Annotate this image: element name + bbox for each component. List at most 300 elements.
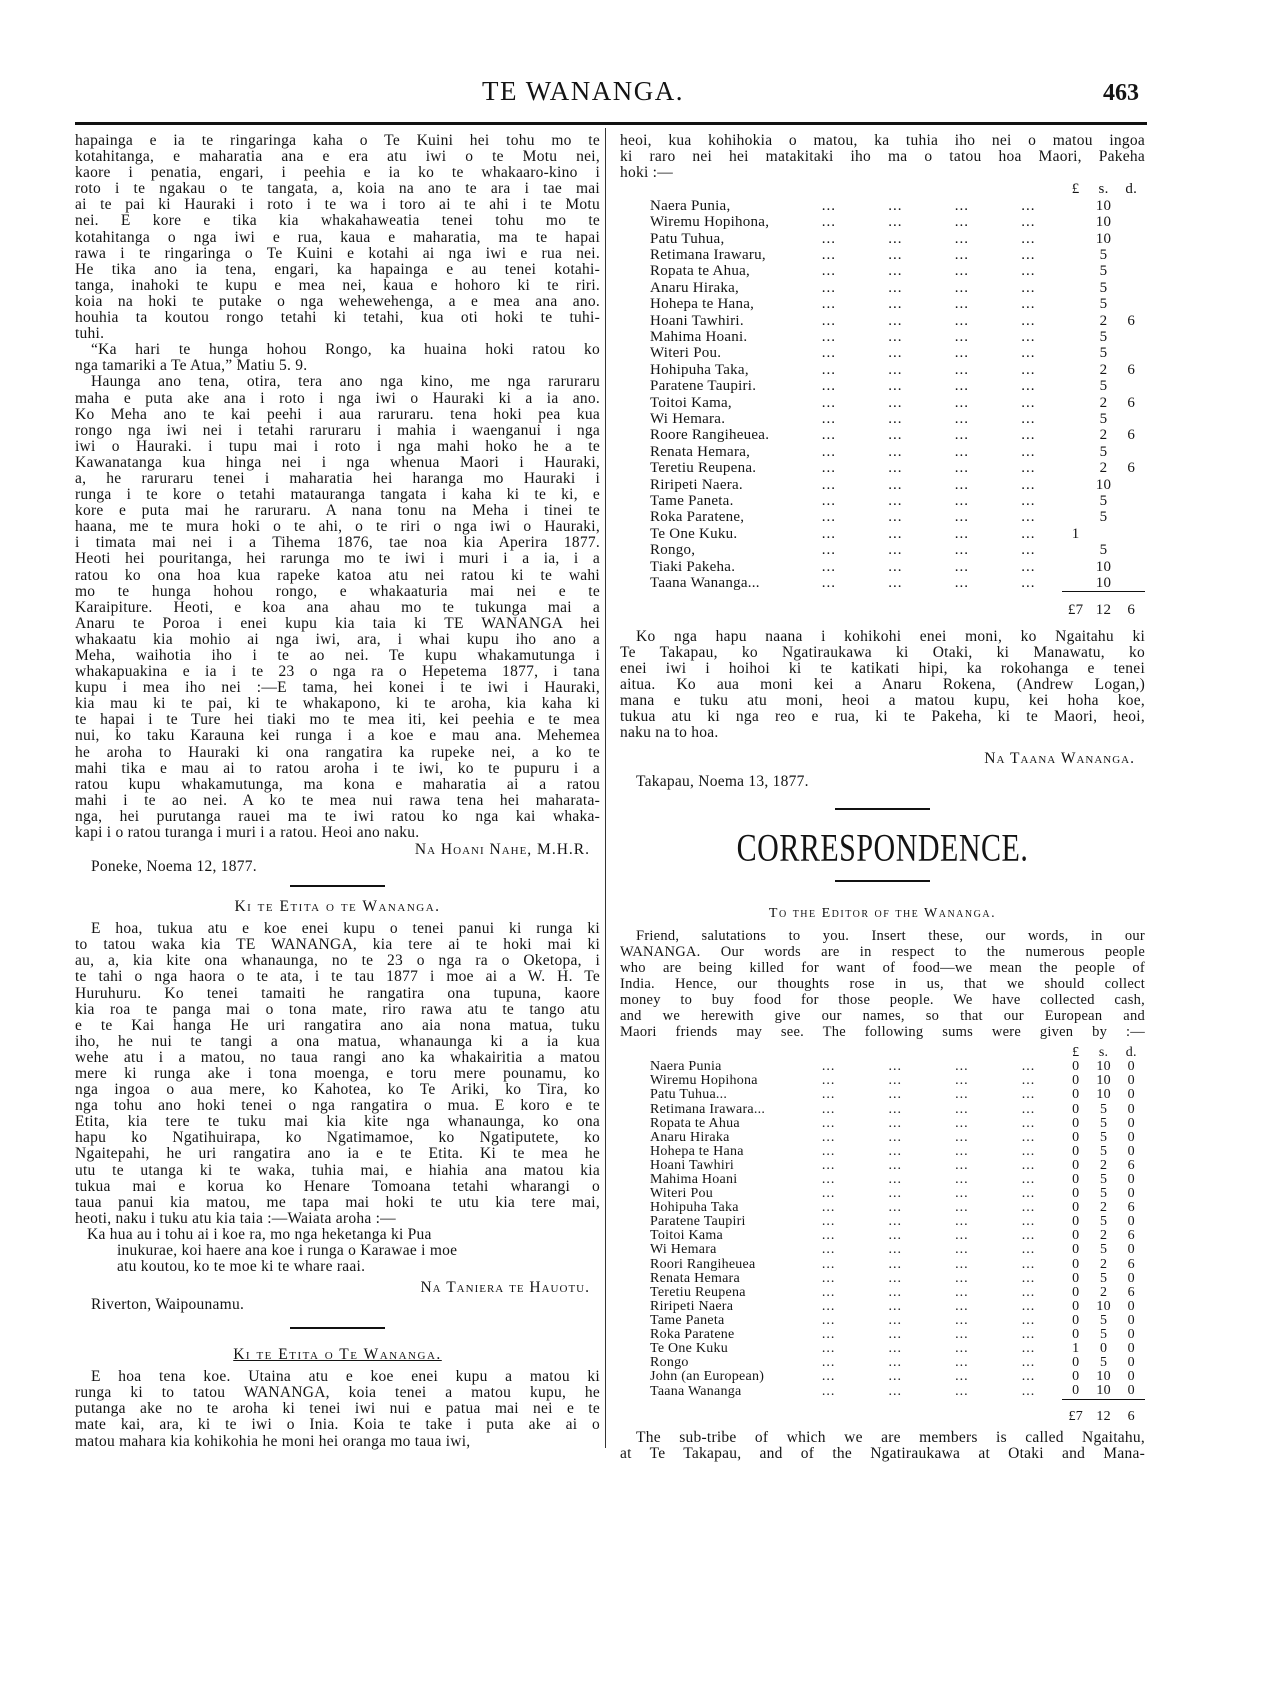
- text-line: WANANGA. Our words are in respect to the numerous people: [620, 943, 1145, 960]
- paragraph: [75, 133, 600, 342]
- text-line: mate kai, ara, ki te iwi o Inia. Koia te take i puta ake ai o: [75, 1416, 600, 1434]
- table-row: [650, 1300, 1145, 1314]
- text-line: taua panui kia matou, me tapa mai hoki te utu kia tere mai,: [75, 1193, 600, 1211]
- text-line: kaore i penatia, engari, i peehia e ia ko te whakaaro-kino i: [75, 164, 600, 182]
- leader-dots: ...: [954, 493, 969, 509]
- closing-paragraph: [620, 1430, 1145, 1462]
- amount-s: 5: [1099, 410, 1108, 427]
- text-line: kapi i o ratou turanga i muri i a ratou. Heoi ano naku.: [75, 824, 420, 842]
- text-line: heoti, naku i tuku atu kia taia :—Waiata aroha :—: [75, 1209, 396, 1227]
- amount-d: 0: [1127, 1172, 1135, 1187]
- leader-dots: ...: [821, 542, 837, 559]
- amount-l: 0: [1072, 1115, 1080, 1131]
- leader-dots: ...: [1021, 558, 1036, 575]
- amount-l: 1: [1071, 525, 1080, 542]
- text-line: who are being killed for want of food—we mean the people of: [620, 959, 1145, 976]
- leader-dots: ...: [821, 214, 837, 231]
- amount-d: [1118, 526, 1145, 542]
- amount-d: [1118, 411, 1145, 427]
- text-line: mere ki runga ake i tona moenga, e toru mere pounamu, ko: [75, 1064, 600, 1082]
- text-line: He tika ano ia tena, engari, ka hapainga e au tenei kotahi-: [75, 260, 600, 278]
- table-row: [650, 1328, 1145, 1342]
- amount-l: [1062, 460, 1090, 476]
- text-line: tuhi.: [75, 325, 105, 343]
- amount-l: [1062, 509, 1090, 525]
- table-row: [650, 198, 1145, 214]
- leader-dots: ...: [955, 1270, 969, 1286]
- leader-dots: ...: [821, 1200, 836, 1216]
- amount-s: 5: [1099, 279, 1108, 296]
- signature: Na Taana Wananga.: [984, 749, 1135, 767]
- column-header: d.: [1125, 181, 1138, 198]
- amount-l: [1062, 378, 1090, 394]
- amount-s: 5: [1099, 1355, 1108, 1371]
- leader-dots: ...: [954, 296, 969, 313]
- table-row: [650, 427, 1145, 443]
- amount-l: [1062, 395, 1090, 411]
- text-line: kia roa te panga mai o tona mate, riro rawa atu te tango atu: [75, 1000, 600, 1018]
- contributor-name: Teretiu Reupena.: [650, 460, 757, 477]
- leader-dots: ...: [955, 1327, 969, 1343]
- spacer: [862, 181, 928, 197]
- leader-dots: ...: [888, 460, 903, 477]
- table-row: [650, 214, 1145, 230]
- leader-dots: ...: [888, 197, 903, 214]
- amount-l: 0: [1072, 1298, 1080, 1314]
- table-header-row: [650, 181, 1145, 197]
- leader-dots: ...: [955, 1256, 969, 1272]
- contributor-name: Rongo,: [650, 542, 696, 559]
- amount-l: [1062, 542, 1090, 558]
- text-line: tanga, inahoki te kupu e mea nei, kaua e hohoro ki te riri.: [75, 276, 600, 294]
- leader-dots: ...: [888, 1087, 902, 1103]
- table-row: [650, 1229, 1145, 1243]
- amount-d: 6: [1127, 460, 1136, 477]
- amount-d: 0: [1127, 1073, 1135, 1089]
- contributor-name: Tiaki Pakeha.: [650, 558, 736, 575]
- text-line: Ngaitepahi, he uri rangatira ano ia e te Etita. Ki te mea he: [75, 1145, 600, 1163]
- leader-dots: ...: [954, 214, 969, 231]
- leader-dots: ...: [821, 1312, 836, 1328]
- amount-s: 2: [1099, 1200, 1108, 1216]
- contributor-name: Roka Paratene,: [650, 509, 745, 526]
- text-line: and we herewith give our names, so that our European and: [620, 1007, 1145, 1024]
- leader-dots: ...: [821, 1383, 836, 1399]
- amount-l: 0: [1072, 1369, 1080, 1385]
- text-line: koia na hoki te putake o nga wehewehenga, a e mea ana ano.: [75, 292, 600, 310]
- text-line: Friend, salutations to you. Insert these, our words, in our: [636, 927, 1145, 944]
- leader-dots: ...: [1021, 345, 1036, 362]
- leader-dots: ...: [1021, 1214, 1036, 1230]
- leader-dots: ...: [954, 509, 969, 526]
- amount-l: 0: [1072, 1256, 1080, 1272]
- amount-d: 0: [1127, 1242, 1135, 1258]
- leader-dots: ...: [1021, 1186, 1036, 1202]
- table-row: [650, 313, 1145, 329]
- text-line: mo te hunga hohou rongo, e whakaaturia mai nei e te: [75, 582, 600, 600]
- contributor-name: Witeri Pou.: [650, 345, 722, 362]
- leader-dots: ...: [954, 361, 969, 378]
- text-line: kia mau ki te pai, ki te whakapono, ki te aroha, kia kaha ki: [75, 695, 600, 713]
- leader-dots: ...: [1021, 1101, 1036, 1117]
- spacer: [795, 1046, 862, 1060]
- leader-dots: ...: [954, 246, 969, 263]
- leader-dots: ...: [955, 1341, 969, 1357]
- amount-d: [1118, 198, 1145, 214]
- leader-dots: ...: [1021, 1355, 1036, 1371]
- amount-s: 10: [1096, 1059, 1111, 1075]
- leader-dots: ...: [1021, 427, 1036, 444]
- amount-l: [1062, 444, 1090, 460]
- left-column: [75, 133, 600, 1450]
- leader-dots: ...: [888, 1383, 902, 1399]
- column-header: s.: [1098, 1045, 1109, 1061]
- contributor-name: Hohipuha Taka: [650, 1200, 739, 1216]
- leader-dots: ...: [1021, 1298, 1036, 1314]
- contributor-name: Te One Kuku.: [650, 525, 738, 542]
- contributor-name: Mahima Hoani.: [650, 328, 748, 345]
- leader-dots: ...: [888, 443, 903, 460]
- leader-dots: ...: [821, 1129, 836, 1145]
- amount-d: 6: [1127, 1157, 1135, 1173]
- amount-l: [1062, 345, 1090, 361]
- leader-dots: ...: [1021, 1242, 1036, 1258]
- spacer: [862, 1046, 929, 1060]
- table-row: [650, 1384, 1145, 1399]
- amount-s: 10: [1095, 575, 1112, 592]
- text-line: Meha, waihotia iho i te ao nei. Te kupu whakamutunga i: [75, 647, 600, 664]
- amount-s: 10: [1095, 476, 1112, 493]
- column-header: £: [1072, 1045, 1080, 1061]
- amount-s: 5: [1099, 1214, 1108, 1230]
- text-line: kore e puta mai he raruraru. A nana tonu na Meha i tinei te: [75, 502, 600, 520]
- amount-d: [1118, 263, 1145, 279]
- leader-dots: ...: [1021, 1200, 1036, 1216]
- leader-dots: ...: [1021, 394, 1036, 411]
- leader-dots: ...: [821, 427, 837, 444]
- leader-dots: ...: [955, 1157, 969, 1173]
- leader-dots: ...: [1021, 1087, 1036, 1103]
- text-line: Maori friends may see. The following sums were given by :—: [620, 1024, 1145, 1041]
- table-row: [650, 1258, 1145, 1272]
- leader-dots: ...: [821, 279, 837, 296]
- column-header: s.: [1098, 181, 1109, 198]
- leader-dots: ...: [821, 1059, 836, 1075]
- leader-dots: ...: [888, 1369, 902, 1385]
- leader-dots: ...: [821, 1242, 836, 1258]
- tribe-paragraph-maori: [620, 629, 1145, 742]
- amount-l: 0: [1072, 1270, 1080, 1286]
- spacer: [929, 1046, 996, 1060]
- leader-dots: ...: [821, 230, 837, 247]
- leader-dots: ...: [1021, 1383, 1036, 1399]
- article-meha: [75, 133, 600, 841]
- column-header: £: [1071, 181, 1080, 198]
- leader-dots: ...: [954, 427, 969, 444]
- text-line: mahi tika e mau ai to ratou aroha i te iwi, ko te pupuru i a: [75, 759, 600, 777]
- spacer: [650, 1046, 795, 1060]
- leader-dots: ...: [954, 525, 969, 542]
- text-line: Kawanatanga kua hinga nei i nga whenua Maori i Hauraki,: [75, 453, 600, 471]
- amount-d: [1118, 493, 1145, 509]
- text-line: haana, me te mura hoki o te ahi, o te riri o nga iwi o Hauraki,: [75, 518, 600, 536]
- table-row: [650, 1272, 1145, 1286]
- leader-dots: ...: [1021, 230, 1036, 247]
- amount-l: [1062, 231, 1090, 247]
- leader-dots: ...: [1021, 460, 1036, 477]
- amount-s: 10: [1096, 1369, 1111, 1385]
- amount-l: 0: [1072, 1327, 1080, 1343]
- poem-line: atu koutou, ko te moe ki te whare raai.: [117, 1258, 366, 1276]
- amount-s: 5: [1099, 296, 1108, 313]
- leader-dots: ...: [955, 1186, 969, 1202]
- leader-dots: ...: [821, 1284, 836, 1300]
- leader-dots: ...: [888, 558, 903, 575]
- spacer: [796, 181, 862, 197]
- text-line: te hapai i te Ture hei tiaki mo te mea iti, kei peehia e te mea: [75, 711, 600, 729]
- letter-english: [620, 928, 1145, 1041]
- amount-s: [1090, 526, 1118, 542]
- leader-dots: ...: [888, 214, 903, 231]
- amount-l: [1062, 559, 1090, 575]
- contributor-name: Toitoi Kama,: [650, 394, 732, 411]
- amount-l: [1062, 411, 1090, 427]
- leader-dots: ...: [888, 1073, 902, 1089]
- leader-dots: ...: [821, 443, 837, 460]
- subscription-list-english: [650, 1046, 1145, 1423]
- leader-dots: ...: [888, 263, 903, 280]
- leader-dots: ...: [1021, 493, 1036, 509]
- text-line: mahi i te ao nei. A ko te mea nui rawa tena hei maharata-: [75, 791, 600, 809]
- leader-dots: ...: [1021, 1129, 1036, 1145]
- leader-dots: ...: [821, 378, 837, 395]
- contributor-name: Anaru Hiraka,: [650, 279, 740, 296]
- total-l: £7: [1062, 1399, 1090, 1424]
- leader-dots: ...: [888, 1270, 902, 1286]
- table-row: [650, 526, 1145, 542]
- signature: Na Taniera te Hauotu.: [420, 1279, 590, 1297]
- table-row: [650, 1356, 1145, 1370]
- text-line: “Ka hari te hunga hohou Rongo, ka huaina hoki ratou ko: [91, 341, 600, 359]
- table-row: [650, 1159, 1145, 1173]
- leader-dots: ...: [1021, 1341, 1036, 1357]
- leader-dots: ...: [888, 1157, 902, 1173]
- amount-s: 5: [1099, 263, 1108, 280]
- leader-dots: ...: [821, 1298, 836, 1314]
- leader-dots: ...: [1021, 1312, 1036, 1328]
- table-row: [650, 247, 1145, 263]
- text-line: runga i te kore o tetahi matauranga tangata i kaha ki te ki, e: [75, 486, 600, 504]
- table-row: [650, 1173, 1145, 1187]
- text-line: to tatou waka kia TE WANANGA, kia tere ai te hoki mai ki: [75, 936, 600, 954]
- text-line: aitua. Ko aua moni kei a Anaru Rokena, (Andrew Logan,): [620, 676, 1145, 694]
- table-row: [650, 296, 1145, 312]
- leader-dots: ...: [821, 1256, 836, 1272]
- contributor-name: Patu Tuhua,: [650, 230, 725, 247]
- contributor-name: Hoani Tawhiri.: [650, 312, 744, 329]
- leader-dots: ...: [821, 1270, 836, 1286]
- text-line: e te Kai hanga He uri rangatira ano aia nona matua, tuku: [75, 1016, 600, 1034]
- leader-dots: ...: [1021, 214, 1036, 231]
- table-row: [650, 493, 1145, 509]
- list-intro: [620, 133, 1145, 181]
- amount-s: 5: [1099, 443, 1108, 460]
- contributor-name: Ropata te Ahua,: [650, 263, 750, 280]
- leader-dots: ...: [888, 1341, 902, 1357]
- spacer: [862, 592, 928, 619]
- contributor-name: Wiremu Hopihona,: [650, 214, 770, 231]
- spacer: [995, 1399, 1062, 1424]
- table-row: [650, 1088, 1145, 1102]
- contributor-name: Wiremu Hopihona: [650, 1073, 758, 1089]
- amount-s: 5: [1099, 509, 1108, 526]
- leader-dots: ...: [821, 525, 837, 542]
- leader-dots: ...: [1021, 525, 1036, 542]
- amount-l: 1: [1072, 1341, 1080, 1357]
- amount-s: 5: [1099, 1115, 1108, 1131]
- leader-dots: ...: [954, 378, 969, 395]
- leader-dots: ...: [888, 1115, 902, 1131]
- leader-dots: ...: [888, 1129, 902, 1145]
- text-line: tukua atu ki nga reo e rua, ki te Pakeha, ki te Maori, heoi,: [620, 708, 1145, 726]
- amount-l: 0: [1072, 1228, 1080, 1244]
- spacer: [995, 1046, 1062, 1060]
- leader-dots: ...: [954, 575, 969, 592]
- dateline: Takapau, Noema 13, 1877.: [636, 772, 809, 790]
- amount-s: 2: [1099, 394, 1108, 411]
- contributor-name: Retimana Irawara...: [650, 1101, 766, 1117]
- amount-l: 0: [1072, 1059, 1080, 1075]
- contributor-name: Wi Hemara.: [650, 410, 726, 427]
- amount-d: 0: [1127, 1369, 1135, 1385]
- contributor-name: Wi Hemara: [650, 1242, 717, 1258]
- total-d: 6: [1118, 1399, 1145, 1424]
- contributor-name: Toitoi Kama: [650, 1228, 723, 1244]
- leader-dots: ...: [954, 394, 969, 411]
- leader-dots: ...: [955, 1383, 969, 1399]
- amount-s: 10: [1096, 1383, 1111, 1399]
- leader-dots: ...: [954, 410, 969, 427]
- amount-l: 0: [1072, 1172, 1080, 1187]
- text-line: utu te utanga ki te waka, tuhia mai, e hiahia ana matou kia: [75, 1161, 600, 1179]
- leader-dots: ...: [888, 296, 903, 313]
- correspondence-title: CORRESPONDENCE.: [736, 826, 1029, 870]
- table-row: [650, 1074, 1145, 1088]
- text-line: roto i te ngakau o te tangata, a, koia na ano te ara i tae mai: [75, 180, 600, 198]
- text-line: houhia ta koutou rongo tetahi ki tetahi, kua oti hoki te tuhi-: [75, 309, 600, 327]
- section-heading: Ki te Etita o Te Wananga.: [233, 1346, 442, 1364]
- table-row: [650, 559, 1145, 575]
- amount-l: 0: [1072, 1143, 1080, 1159]
- amount-s: 10: [1095, 558, 1112, 575]
- leader-dots: ...: [1021, 1172, 1036, 1187]
- amount-d: 0: [1127, 1298, 1135, 1314]
- leader-dots: ...: [1021, 443, 1036, 460]
- amount-d: 6: [1127, 1200, 1135, 1216]
- amount-s: 2: [1099, 361, 1108, 378]
- spacer: [650, 1399, 795, 1424]
- leader-dots: ...: [888, 378, 903, 395]
- leader-dots: ...: [888, 361, 903, 378]
- contributor-name: Patu Tuhua...: [650, 1087, 728, 1103]
- leader-dots: ...: [954, 230, 969, 247]
- amount-s: 5: [1099, 1172, 1108, 1187]
- leader-dots: ...: [821, 1157, 836, 1173]
- amount-s: 5: [1099, 1327, 1108, 1343]
- amount-d: 0: [1127, 1341, 1135, 1357]
- text-line: tukua mai e korua ko Henare Tomoana tetahi wharangi o: [75, 1177, 600, 1195]
- leader-dots: ...: [821, 476, 837, 493]
- leader-dots: ...: [955, 1073, 969, 1089]
- amount-s: 10: [1096, 1073, 1111, 1089]
- amount-s: 5: [1099, 1312, 1108, 1328]
- amount-s: 5: [1099, 493, 1108, 509]
- text-line: nga ingoa o aua mere, ko Kahotea, ko Te Ariki, ko Tira, ko: [75, 1081, 600, 1099]
- text-line: kotahitanga, e maharatia ana e era atu iwi o te Motu nei,: [75, 148, 600, 166]
- leader-dots: ...: [888, 1228, 902, 1244]
- contributor-name: Naera Punia,: [650, 197, 731, 214]
- contributor-name: Witeri Pou: [650, 1186, 713, 1202]
- amount-d: [1118, 378, 1145, 394]
- text-line: runga ki to tatou WANANGA, koia tenei a matou kupu, he: [75, 1384, 600, 1402]
- amount-d: [1118, 542, 1145, 558]
- amount-d: [1118, 280, 1145, 296]
- amount-d: [1118, 247, 1145, 263]
- amount-l: 0: [1072, 1214, 1080, 1230]
- text-line: Haunga ano tena, otira, tera ano nga kino, me nga raruraru: [91, 373, 600, 391]
- signature: Na Hoani Nahe, M.H.R.: [414, 841, 590, 859]
- amount-d: 6: [1127, 1284, 1135, 1300]
- leader-dots: ...: [821, 1115, 836, 1131]
- text-line: ai te pai ki Hauraki i roto i te wa i toro ai te ahi i te Motu: [75, 196, 600, 214]
- text-line: hapainga e ia te ringaringa kaha o Te Kuini hei tohu mo te: [75, 132, 600, 149]
- amount-s: 10: [1095, 230, 1112, 247]
- table-row: [650, 1286, 1145, 1300]
- amount-l: [1062, 313, 1090, 329]
- leader-dots: ...: [955, 1228, 969, 1244]
- leader-dots: ...: [954, 312, 969, 329]
- amount-l: [1062, 247, 1090, 263]
- amount-s: 2: [1099, 1256, 1108, 1272]
- total-s: 12: [1090, 1399, 1118, 1424]
- amount-l: [1062, 362, 1090, 378]
- spacer: [796, 592, 862, 619]
- leader-dots: ...: [821, 394, 837, 411]
- leader-dots: ...: [888, 476, 903, 493]
- contributor-name: Retimana Irawaru,: [650, 246, 766, 263]
- amount-s: 5: [1099, 246, 1108, 263]
- leader-dots: ...: [955, 1129, 969, 1145]
- amount-l: 0: [1072, 1186, 1080, 1202]
- contributor-name: Riripeti Naera.: [650, 476, 743, 493]
- leader-dots: ...: [821, 296, 837, 313]
- table-row: [650, 1243, 1145, 1257]
- leader-dots: ...: [1021, 246, 1036, 263]
- leader-dots: ...: [821, 246, 837, 263]
- contributor-name: Teretiu Reupena: [650, 1284, 746, 1300]
- amount-l: [1062, 329, 1090, 345]
- paragraph: [75, 374, 600, 841]
- text-line: he aroha to Hauraki ki ona rangatira ka rupeke nei, a ko te: [75, 743, 600, 761]
- amount-s: 5: [1099, 1242, 1108, 1258]
- contributor-name: Paratene Taupiri.: [650, 378, 757, 395]
- contributor-name: Paratene Taupiri: [650, 1214, 746, 1230]
- contributor-name: Hohepa te Hana: [650, 1143, 744, 1159]
- leader-dots: ...: [1021, 1369, 1036, 1385]
- amount-d: 0: [1127, 1059, 1135, 1075]
- amount-l: [1062, 280, 1090, 296]
- spacer: [995, 592, 1061, 619]
